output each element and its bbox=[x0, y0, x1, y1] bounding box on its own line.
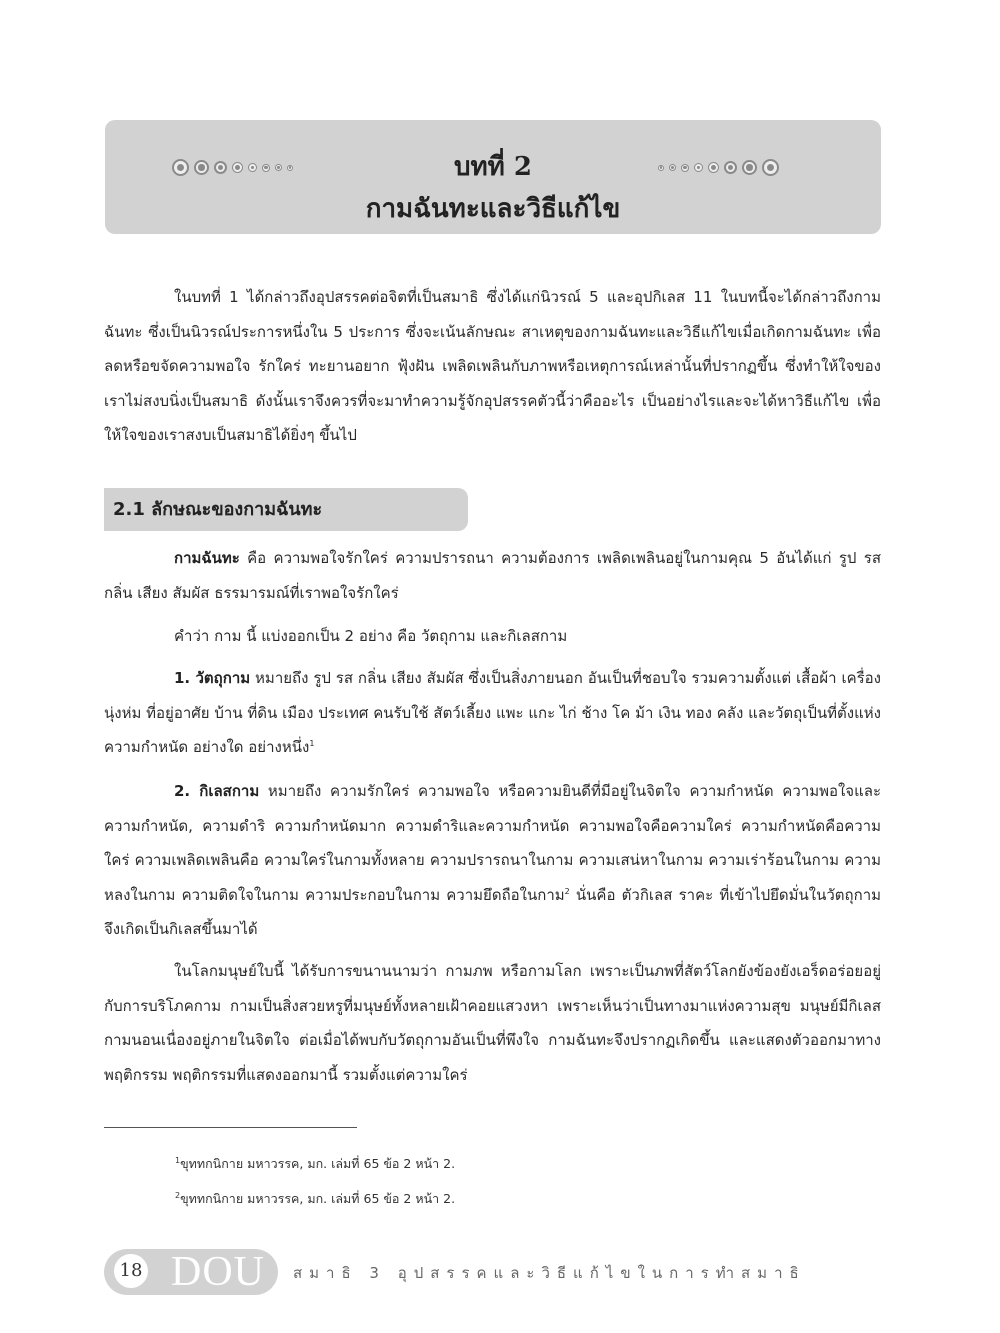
kama-types-paragraph: คำว่า กาม นี้ แบ่งออกเป็น 2 อย่าง คือ วัตถุกาม และกิเลสกาม bbox=[174, 627, 568, 645]
running-title: สมาธิ 3 อุปสรรคและวิธีแก้ไขในการทำสมาธิ bbox=[293, 1264, 806, 1282]
definition-paragraph bbox=[104, 541, 881, 610]
definition-term: กามฉันทะ bbox=[174, 549, 240, 567]
dot-icon bbox=[762, 159, 779, 176]
footnote-ref-1: 1 bbox=[309, 739, 315, 748]
dot-icon bbox=[658, 165, 664, 171]
dot-icon bbox=[172, 159, 189, 176]
dot-icon bbox=[232, 162, 243, 173]
section-title: 2.1 ลักษณะของกามฉันทะ bbox=[113, 499, 323, 520]
dot-icon bbox=[262, 164, 270, 172]
dot-icon bbox=[724, 161, 737, 174]
dot-icon bbox=[708, 162, 719, 173]
item1-term: 1. วัตถุกาม bbox=[174, 669, 251, 687]
footnote-mark-2: 2 bbox=[175, 1190, 181, 1200]
dot-icon bbox=[742, 160, 757, 175]
dot-icon bbox=[214, 161, 227, 174]
item2-term: 2. กิเลสกาม bbox=[174, 782, 260, 800]
dot-icon bbox=[275, 164, 282, 171]
dot-icon bbox=[694, 163, 703, 172]
footnote-mark-1: 1 bbox=[175, 1155, 181, 1165]
intro-paragraph: ในบทที่ 1 ได้กล่าวถึงอุปสรรคต่อจิตที่เป็นสมาธิ ซึ่งได้แก่นิวรณ์ 5 และอุปกิเลส 11 ในบทนี้จะได้กล่าวถึงกามฉันทะ ซึ่งเป็นนิวรณ์ประการหนึ่งใน 5 ประการ ซึ่งจะเน้นลักษณะ สาเหตุของกามฉันทะและวิธีแก้ไขเมื่อเกิดกามฉันทะ เพื่อลดหรือขจัดความพอใจ รักใคร่ ทะยานอยาก ฟุ้งฝัน เพลิดเพลินกับภาพหรือเหตุการณ์เหล่านั้นที่ปรากฏขึ้น ซึ่งทำให้ใจของเราไม่สงบนิ่งเป็นสมาธิ ดังนั้นเราจึงควรที่จะมาทำความรู้จักอุปสรรคตัวนี้ว่าคืออะไร เป็นอย่างไรและจะได้หาวิธีแก้ไข เพื่อให้ใจของเราสงบเป็นสมาธิได้ยิ่งๆ ขึ้นไป bbox=[104, 288, 881, 444]
dot-icon bbox=[287, 165, 293, 171]
page-number: 18 bbox=[114, 1254, 148, 1288]
chapter-number: บทที่ 2 bbox=[454, 152, 532, 182]
footnote-1 bbox=[175, 1155, 455, 1173]
dot-icon bbox=[681, 164, 689, 172]
item2-text-after: นั่นคือ ตัวกิเลส ราคะ ที่เข้าไปยึดมั่นในวัตถุกาม จึงเกิดเป็นกิเลสขึ้นมาได้ bbox=[104, 885, 881, 938]
item-vatthukama bbox=[104, 661, 881, 765]
item2-text: หมายถึง ความรักใคร่ ความพอใจ หรือความยินดีที่มีอยู่ในจิตใจ ความกำหนัด ความพอใจและความกำหนัด, ความดำริ ความกำหนัดมาก ความดำริและความกำหนัด ความพอใจคือความใคร่ ความกำหนัดคือความใคร่ ความเพลิดเพลินคือ ความใคร่ในกามทั้งหลาย ความปรารถนาในกาม ความเสน่หาในกาม ความเร่าร้อนในกาม ความหลงในกาม ความติดใจในกาม ความประกอบในกาม ความยึดถือในกาม bbox=[104, 782, 882, 904]
dot-icon bbox=[248, 163, 257, 172]
chapter-banner bbox=[105, 120, 881, 234]
dot-icon bbox=[194, 160, 209, 175]
footnote-ref-2: 2 bbox=[564, 886, 570, 896]
footnote-divider bbox=[104, 1127, 357, 1128]
definition-text: คือ ความพอใจรักใคร่ ความปรารถนา ความต้องการ เพลิดเพลินอยู่ในกามคุณ 5 อันได้แก่ รูป รส กลิ่น เสียง สัมผัส ธรรมารมณ์ที่เราพอใจรักใคร่ bbox=[104, 549, 881, 602]
decorative-dots-left bbox=[172, 159, 293, 176]
closing-paragraph: ในโลกมนุษย์ใบนี้ ได้รับการขนานนามว่า กามภพ หรือกามโลก เพราะเป็นภพที่สัตว์โลกยังข้องยังเอร็ดอร่อยอยู่กับการบริโภคกาม กามเป็นสิ่งสวยหรูที่มนุษย์ทั้งหลายเฝ้าคอยแสวงหา เพราะเห็นว่าเป็นทางมาแห่งความสุข มนุษย์มีกิเลสกามนอนเนื่องอยู่ภายในจิตใจ ต่อเมื่อได้พบกับวัตถุกามอันเป็นที่พึงใจ กามฉันทะจึงปรากฏเกิดขึ้น และแสดงตัวออกมาทางพฤติกรรม พฤติกรรมที่แสดงออกมานี้ รวมตั้งแต่ความใคร่ bbox=[104, 962, 881, 1084]
footnote-2 bbox=[175, 1190, 455, 1208]
item1-text: หมายถึง รูป รส กลิ่น เสียง สัมผัส ซึ่งเป็นสิ่งภายนอก อันเป็นที่ชอบใจ รวมความตั้งแต่ เสื้อผ้า เครื่องนุ่งห่ม ที่อยู่อาศัย บ้าน ที่ดิน เมือง ประเทศ คนรับใช้ สัตว์เลี้ยง แพะ แกะ ไก่ ช้าง โค ม้า เงิน ทอง คลัง และวัตถุเป็นที่ตั้งแห่งความกำหนัด อย่างใด อย่างหนึ่ง bbox=[104, 669, 882, 756]
decorative-dots-right bbox=[658, 159, 779, 176]
footnote-1-text: ขุททกนิกาย มหาวรรค, มก. เล่มที่ 65 ข้อ 2 หน้า 2. bbox=[180, 1156, 456, 1171]
chapter-title: กามฉันทะและวิธีแก้ไข bbox=[365, 194, 621, 224]
item-kilesakama bbox=[104, 774, 881, 947]
section-heading-box bbox=[104, 488, 468, 531]
footnote-2-text: ขุททกนิกาย มหาวรรค, มก. เล่มที่ 65 ข้อ 2 หน้า 2. bbox=[180, 1191, 456, 1206]
dou-logo: DOU bbox=[171, 1249, 265, 1295]
page-footer-badge bbox=[104, 1249, 278, 1295]
dot-icon bbox=[669, 164, 676, 171]
